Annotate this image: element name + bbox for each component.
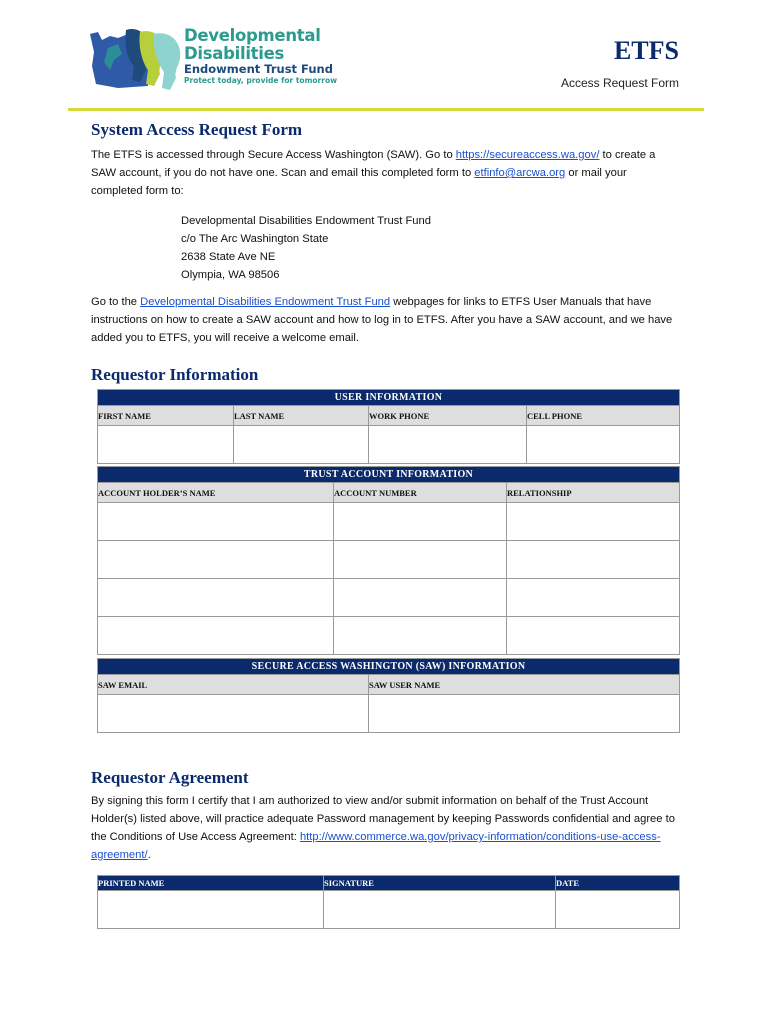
signature-field[interactable] [324,891,556,929]
header-divider [68,108,704,111]
table-row [98,579,680,617]
date-field[interactable] [556,891,680,929]
conditions-of-use-link[interactable]: http://www.commerce.wa.gov/privacy-information/conditions-use-access-agreement/ [91,831,661,861]
address-line: Developmental Disabilities Endowment Trust Fund [181,215,431,227]
printed-name-field[interactable] [98,891,324,929]
trust-account-band: TRUST ACCOUNT INFORMATION [98,467,680,483]
saw-info-band: SECURE ACCESS WASHINGTON (SAW) INFORMATION [98,659,680,675]
account-number-field[interactable] [334,503,507,541]
secureaccess-link[interactable]: https://secureaccess.wa.gov/ [455,149,600,161]
document-title: ETFS [613,36,679,65]
account-number-field[interactable] [334,541,507,579]
mailing-address [181,212,431,284]
section-heading-requestor-info: Requestor Information [91,365,259,384]
relationship-field[interactable] [507,579,680,617]
user-information-table [97,389,680,464]
address-line: 2638 State Ave NE [181,251,276,263]
washington-silhouette-icon [88,26,184,92]
agreement-text-end: . [147,849,151,861]
cell-phone-field[interactable] [527,426,680,464]
section-heading-system-access: System Access Request Form [91,120,303,139]
logo-tagline: Protect today, provide for tomorrow [184,76,338,85]
logo-line-2: Disabilities [184,44,285,63]
col-relationship: RELATIONSHIP [507,483,680,503]
col-printed-name: PRINTED NAME [98,876,324,891]
col-saw-user-name: SAW USER NAME [369,675,680,695]
saw-information-table [97,658,680,733]
relationship-field[interactable] [507,503,680,541]
trust-account-table [97,466,680,655]
address-line: c/o The Arc Washington State [181,233,329,245]
section-heading-requestor-agreement: Requestor Agreement [91,768,249,787]
agreement-text: By signing this form I certify that I am authorized to view and/or submit information on behalf of the Trust Account Holder(s) listed above, will practice adequate Password management by keeping Passwords confidential and agree to the Conditions of Use Access Agreement: [91,795,675,843]
account-number-field[interactable] [334,617,507,655]
col-account-holder-name: ACCOUNT HOLDER’S NAME [98,483,334,503]
agreement-paragraph [91,792,681,864]
col-cell-phone: CELL PHONE [527,406,680,426]
relationship-field[interactable] [507,617,680,655]
account-holder-name-field[interactable] [98,541,334,579]
intro-text-c: or mail your completed form to: [91,167,627,197]
manuals-text-a: Go to the [91,296,141,308]
intro-text-b: to create a SAW account, if you do not have one. Scan and email this completed form to [91,149,656,179]
table-row [98,617,680,655]
ddetf-logo [88,26,338,96]
col-signature: SIGNATURE [324,876,556,891]
manuals-text-b: webpages for links to ETFS User Manuals that have instructions on how to create a SAW account and how to log in to ETFS. After you have a SAW account, and we have added you to ETFS, you will receive a welcome email. [91,296,673,344]
col-work-phone: WORK PHONE [369,406,527,426]
document-subtitle: Access Request Form [560,76,679,90]
last-name-field[interactable] [234,426,369,464]
saw-user-name-field[interactable] [369,695,680,733]
account-number-field[interactable] [334,579,507,617]
logo-line-1: Developmental [184,26,321,45]
account-holder-name-field[interactable] [98,617,334,655]
saw-email-field[interactable] [98,695,369,733]
ddetf-webpage-link[interactable]: Developmental Disabilities Endowment Trust Fund [140,296,391,308]
col-date: DATE [556,876,680,891]
table-row [98,541,680,579]
col-first-name: FIRST NAME [98,406,234,426]
col-saw-email: SAW EMAIL [98,675,369,695]
logo-line-3: Endowment Trust Fund [184,62,333,76]
etfinfo-email-link[interactable]: etfinfo@arcwa.org [474,167,566,179]
intro-paragraph [91,146,681,200]
work-phone-field[interactable] [369,426,527,464]
manuals-paragraph [91,293,681,347]
signature-table [97,875,680,929]
user-info-band: USER INFORMATION [98,390,680,406]
account-holder-name-field[interactable] [98,579,334,617]
account-holder-name-field[interactable] [98,503,334,541]
relationship-field[interactable] [507,541,680,579]
table-row [98,503,680,541]
intro-text-a: The ETFS is accessed through Secure Access Washington (SAW). Go to [91,149,456,161]
first-name-field[interactable] [98,426,234,464]
address-line: Olympia, WA 98506 [181,269,280,281]
col-account-number: ACCOUNT NUMBER [334,483,507,503]
col-last-name: LAST NAME [234,406,369,426]
